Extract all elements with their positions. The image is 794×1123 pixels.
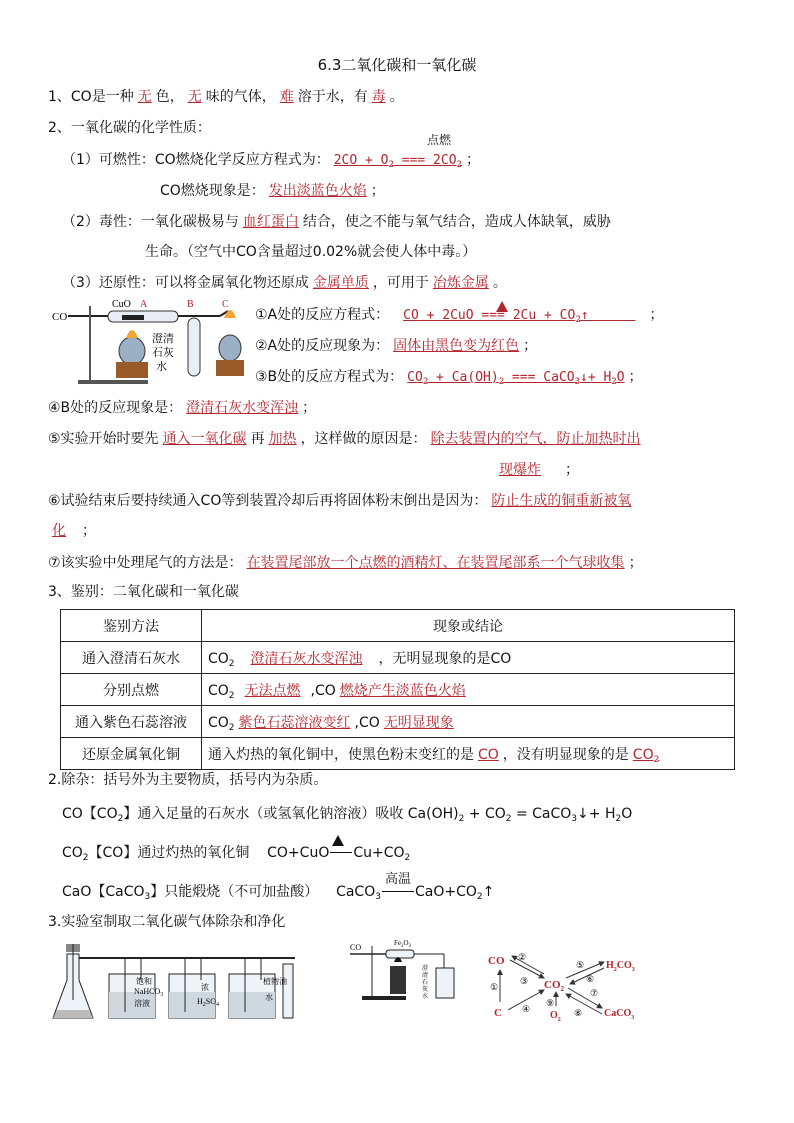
purify-co2: $CO_2$【CO】通过灼热的氧化铜 CO+CuO $Cu+CO_2$ — [62, 845, 411, 863]
arrow-label-6: ⑥ — [586, 974, 595, 984]
label-lime-2: 石灰 — [152, 347, 174, 359]
condition-high-temp: 高温 — [385, 872, 412, 887]
label-co-small: CO — [350, 943, 362, 952]
label-cuo: CuO — [112, 299, 131, 310]
table-header-row — [61, 610, 735, 642]
node-co: CO — [488, 955, 505, 967]
table-cell-method: 还原金属氧化铜 — [61, 738, 202, 770]
table-row — [61, 642, 735, 674]
section-purification-heading: 2.除杂：括号外为主要物质，括号内为杂质。 — [48, 772, 328, 788]
arrow-label-2: ② — [518, 952, 527, 962]
table-header-result: 现象或结论 — [202, 610, 735, 642]
q-toxicity: （2）毒性：一氧化碳极易与 血红蛋白 结合，使之不能与氧气结合，造成人体缺氧，威胁 — [62, 214, 611, 230]
label-lime-small-3: 石 — [422, 980, 429, 986]
arrow-label-5: ⑤ — [576, 960, 585, 970]
table-cell-result: $CO_2$ 紫色石蕊溶液变红 ,CO 无明显现象 — [202, 706, 735, 738]
arrow-label-8: ⑧ — [574, 1008, 583, 1018]
carbon-conversion-diagram — [486, 944, 646, 1024]
q-co-properties: 1、CO是一种 无 色， 无 味的气体， 难 溶于水，有 毒 。 — [48, 89, 404, 105]
label-saturated: 饱和 — [136, 977, 152, 986]
label-nahco3: NaHCO$_3$ — [134, 987, 164, 998]
label-co: CO — [52, 311, 68, 323]
table-cell-method: 分别点燃 — [61, 674, 202, 706]
label-lime-small-1: 澄 — [422, 966, 429, 972]
q7-tail-gas: ⑦该实验中处理尾气的方法是： 在装置尾部放一个点燃的酒精灯、在装置尾部系一个气球收集 ； — [48, 555, 643, 571]
q3-reaction-eq: ③B处的反应方程式为： $CO_2 + Ca(OH)_2$ === CaCO$_3$↓+ $H_2O$ ； — [255, 369, 643, 387]
q-combustion-eq: （1）可燃性：CO燃烧化学反应方程式为： $2CO + O_2$ === $2CO_2$ ； — [62, 152, 480, 170]
section-lab-co2-heading: 3.实验室制取二氧化碳气体除杂和净化 — [48, 914, 286, 930]
label-water: 水 — [265, 993, 273, 1002]
section-identification-heading: 3、鉴别：二氧化碳和一氧化碳 — [48, 584, 239, 600]
identification-table — [60, 609, 735, 770]
node-co2: $CO_2$ — [544, 979, 564, 993]
co-small-apparatus — [348, 936, 460, 1002]
label-a: A — [140, 299, 148, 310]
label-lime-small-5: 水 — [422, 994, 429, 1000]
arrow-label-3: ③ — [520, 976, 529, 986]
label-c: C — [222, 299, 229, 310]
node-h2co3: $H_2CO_3$ — [606, 960, 635, 973]
co2-purification-train — [45, 940, 300, 1022]
q6-line2: 化 ； — [52, 523, 96, 539]
q5-start-procedure: ⑤实验开始时要先 通入一氧化碳 再 加热 ，这样做的原因是： 除去装置内的空气，防止加热时出 — [48, 431, 641, 447]
table-row — [61, 674, 735, 706]
q6-end-procedure: ⑥试验结束后要持续通入CO等到装置冷却后再将固体粉末倒出是因为： 防止生成的铜重新被氧 — [48, 493, 632, 509]
label-lime-small-2: 清 — [422, 973, 429, 979]
purify-cao: CaO【CaCO$_3$】只能煅烧（不可加盐酸） CaCO$_3$ $CaO+CO_2↑$ — [62, 884, 495, 902]
table-cell-method: 通入紫色石蕊溶液 — [61, 706, 202, 738]
co-reduction-apparatus — [50, 296, 245, 388]
node-c: C — [494, 1007, 502, 1019]
q-toxicity-line2: 生命。（空气中CO含量超过0.02%就会使人体中毒。） — [145, 244, 477, 260]
label-lime-3: 水 — [156, 361, 167, 373]
arrow-label-1: ① — [490, 982, 499, 992]
label-fe2o3: $Fe_2O_3$ — [394, 939, 412, 949]
purify-co: CO【$CO_2$】通入足量的石灰水（或氢氧化钠溶液）吸收 $Ca(OH)_2 + CO_2$ = CaCO$_3$↓+ $H_2O$ — [62, 806, 633, 824]
node-caco3: CaCO$_3$ — [604, 1008, 635, 1021]
arrow-label-9: ⑨ — [546, 998, 555, 1008]
label-solution: 溶液 — [134, 999, 150, 1008]
label-plant-oil: 植物油 — [263, 977, 287, 986]
label-h2so4: $H_2SO_4$ — [197, 997, 220, 1008]
page-title: 6.3二氧化碳和一氧化碳 — [317, 56, 477, 74]
q1-reaction-eq: ①A处的反应方程式： CO + 2CuO === $2Cu + CO_2↑$ ； — [255, 307, 664, 325]
table-cell-result: 通入灼热的氧化铜中，使黑色粉末变红的是 CO ，没有明显现象的是 $CO_2$ — [202, 738, 735, 770]
arrow-label-7: ⑦ — [590, 988, 599, 998]
table-row — [61, 706, 735, 738]
label-lime-1: 澄清 — [152, 333, 174, 345]
arrow-label-4: ④ — [522, 1004, 531, 1014]
table-cell-result: $CO_2$ 无法点燃 ,CO 燃烧产生淡蓝色火焰 — [202, 674, 735, 706]
q2-phenomenon: ②A处的反应现象为： 固体由黑色变为红色 ； — [255, 338, 538, 354]
q5-line2: 现爆炸 ； — [499, 462, 579, 478]
condition-ignite: 点燃 — [427, 133, 452, 147]
label-b: B — [187, 299, 194, 310]
label-lime-small-4: 灰 — [422, 987, 429, 993]
label-conc: 浓 — [201, 983, 209, 992]
table-row — [61, 738, 735, 770]
section-chem-properties-heading: 2、一氧化碳的化学性质： — [48, 120, 211, 136]
table-cell-method: 通入澄清石灰水 — [61, 642, 202, 674]
table-header-method: 鉴别方法 — [61, 610, 202, 642]
q4-phenomenon: ④B处的反应现象是： 澄清石灰水变浑浊 ； — [48, 400, 317, 416]
q-reducibility: （3）还原性：可以将金属氧化物还原成 金属单质 ，可用于 冶炼金属 。 — [62, 275, 507, 291]
node-o2: $O_2$ — [550, 1010, 561, 1023]
q-combustion-phenomenon: CO燃烧现象是： 发出淡蓝色火焰 ； — [160, 183, 385, 199]
table-cell-result: $CO_2$ 澄清石灰水变浑浊 ，无明显现象的是CO — [202, 642, 735, 674]
